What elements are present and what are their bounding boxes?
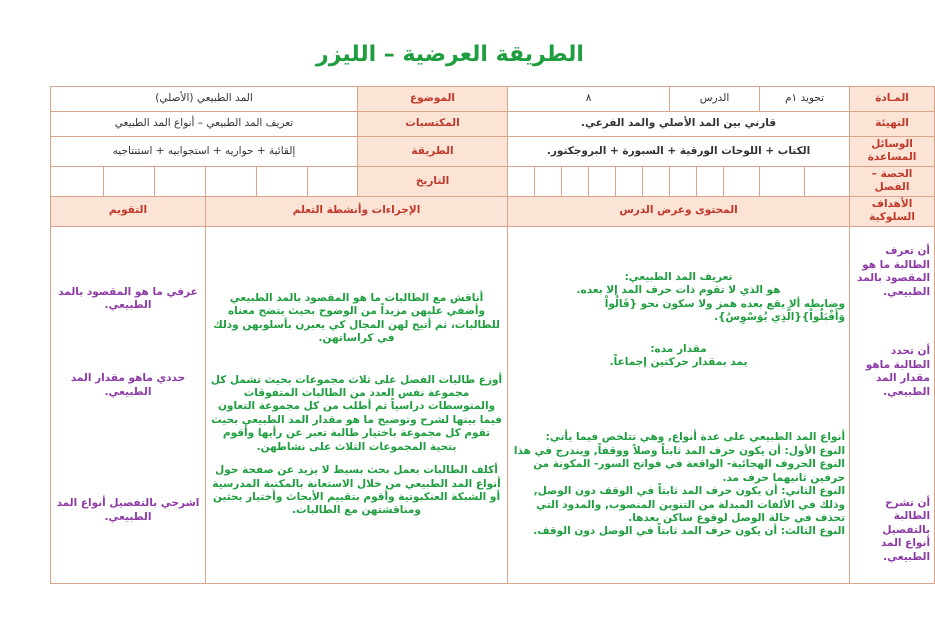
evaluation-2: حددي ماهو مقدار المد الطبيعي. xyxy=(70,372,186,398)
procedures-header: الإجراءات وأنشطة التعلم xyxy=(206,196,508,226)
aids-value: الكتاب + اللوحات الورقية + السبورة + البروجكتور. xyxy=(508,137,850,167)
type-1: النوع الأول: أن يكون حرف المد ثابتاً وصلاً ووقفاً, ويندرج في هذا النوع الحروف الهجائية- الواقعة في فواتح السور- المكونة من حرفين ثانيهما حرف مد. xyxy=(513,444,846,484)
lesson-label: الدرس xyxy=(670,87,760,112)
types-intro: أنواع المد الطبيعي على عدة أنواع, وهي تتلخص فيما يأتي: xyxy=(545,431,846,444)
method-label: الطريقة xyxy=(358,137,508,167)
definition-line-3: وَأَقْبَلُواْ}{الَّذِي يُوَسْوِسُ}. xyxy=(714,311,846,324)
type-2: النوع الثاني: أن يكون حرف المد ثابتاً في الوقف دون الوصل, وذلك في الألفات المبدلة من التنوين المنصوب, والمدود التي تحذف في حالة الوصل لوقوع ساكن بعدها. xyxy=(533,485,846,524)
evaluation-3: اشرحي بالتفصيل أنواع المد الطبيعي. xyxy=(56,497,200,523)
date-cell xyxy=(155,166,206,196)
type-3: النوع الثالث: أن يكون حرف المد ثابتاً في الوصل دون الوقف. xyxy=(533,525,846,538)
evaluation-1: عرفي ما هو المقصود بالمد الطبيعي. xyxy=(58,285,198,311)
procedure-3: أكلف الطالبات بعمل بحث بسيط لا يزيد عن صفحة حول أنواع المد الطبيعي من خلال الاستعانة بالمكتبة المدرسية أو الشبكة العنكبوتية وأقوم بتقييم الأبحاث وأختيار بحثين ومناقشتهن مع الطالبات. xyxy=(212,464,501,517)
lesson-plan-table xyxy=(50,86,935,584)
gains-value: تعريف المد الطبيعي – أنواع المد الطبيعي xyxy=(51,112,358,137)
period-cell xyxy=(589,166,616,196)
period-label: الحصة – الفصل xyxy=(850,166,935,196)
objective-1: أن تعرف الطالبة ما هو المقصود بالمد الطبيعي. xyxy=(857,245,931,298)
date-cell xyxy=(104,166,155,196)
subject-value: تجويد ١م xyxy=(760,87,850,112)
procedures-cell xyxy=(206,226,508,583)
amount-title: مقدار مده: xyxy=(650,342,707,355)
procedure-1: أناقش مع الطالبات ما هو المقصود بالمد الطبيعي وأضفي عليهن مزيداً من الوضوح بحيث يتضح معناه للطالبات، ثم أتيح لهن المجال كي يعبرن بأسلوبهن وذلك في كراساتهن. xyxy=(213,291,500,345)
period-cell xyxy=(760,166,805,196)
period-cell xyxy=(670,166,697,196)
subject-label: المـادة xyxy=(850,87,935,112)
content-header: المحتوى وعرض الدرس xyxy=(508,196,850,226)
definition-title: تعريف المد الطبيعي: xyxy=(624,270,733,283)
intro-value: قارني بين المد الأصلي والمد الفرعي. xyxy=(508,112,850,137)
definition-line-1: هو الذي لا تقوم ذات حرف المد إلا بعده. xyxy=(576,284,781,297)
date-cell xyxy=(257,166,308,196)
period-cell xyxy=(562,166,589,196)
topic-label: الموضوع xyxy=(358,87,508,112)
content-cell xyxy=(508,226,850,583)
period-cell xyxy=(508,166,535,196)
objective-3: أن تشرح الطالبة بالتفصيل أنواع المد الطبيعي. xyxy=(880,496,931,563)
evaluation-cell xyxy=(51,226,206,583)
definition-line-2: وضابطه ألا يقع بعده همز ولا سكون نحو {قَالُواْ xyxy=(604,297,846,310)
amount-line: يمد بمقدار حركتين إجماعاً. xyxy=(609,355,748,368)
procedure-2: أوزع طالبات الفصل على ثلاث مجموعات بحيث تشمل كل مجموعة نفس العدد من الطالبات المتفوقات والمتوسطات دراسياً ثم أطلب من كل مجموعة التعاون فيما بينها لشرح وتوضيح ما هو مقدار المد الطبيعي بحيث تقوم كل مجموعة باختيار طالبة تعبر عن رأيها وأقوم بتحية المجموعات الثلاث على نشاطهن. xyxy=(210,373,503,453)
period-cell xyxy=(535,166,562,196)
aids-label: الوسائل المساعدة xyxy=(850,137,935,167)
period-cell xyxy=(616,166,643,196)
objectives-cell xyxy=(850,226,935,583)
date-label: التاريخ xyxy=(358,166,508,196)
evaluation-header: التقويم xyxy=(51,196,206,226)
method-value: إلقائية + حواريه + استجوابيه + استنتاجيه xyxy=(51,137,358,167)
objective-2: أن تحدد الطالبة ماهو مقدار المد الطبيعي. xyxy=(865,345,931,398)
period-cell xyxy=(697,166,724,196)
period-cell xyxy=(805,166,850,196)
topic-value: المد الطبيعي (الأصلي) xyxy=(51,87,358,112)
gains-label: المكتسبات xyxy=(358,112,508,137)
lesson-value: ٨ xyxy=(508,87,670,112)
date-cell xyxy=(308,166,358,196)
intro-label: التهيئة xyxy=(850,112,935,137)
page-title: الطريقة العرضية – الليزر xyxy=(316,42,584,67)
period-cell xyxy=(724,166,760,196)
date-cell xyxy=(206,166,257,196)
objectives-header: الأهداف السلوكية xyxy=(850,196,935,226)
period-cell xyxy=(643,166,670,196)
date-cell xyxy=(51,166,104,196)
